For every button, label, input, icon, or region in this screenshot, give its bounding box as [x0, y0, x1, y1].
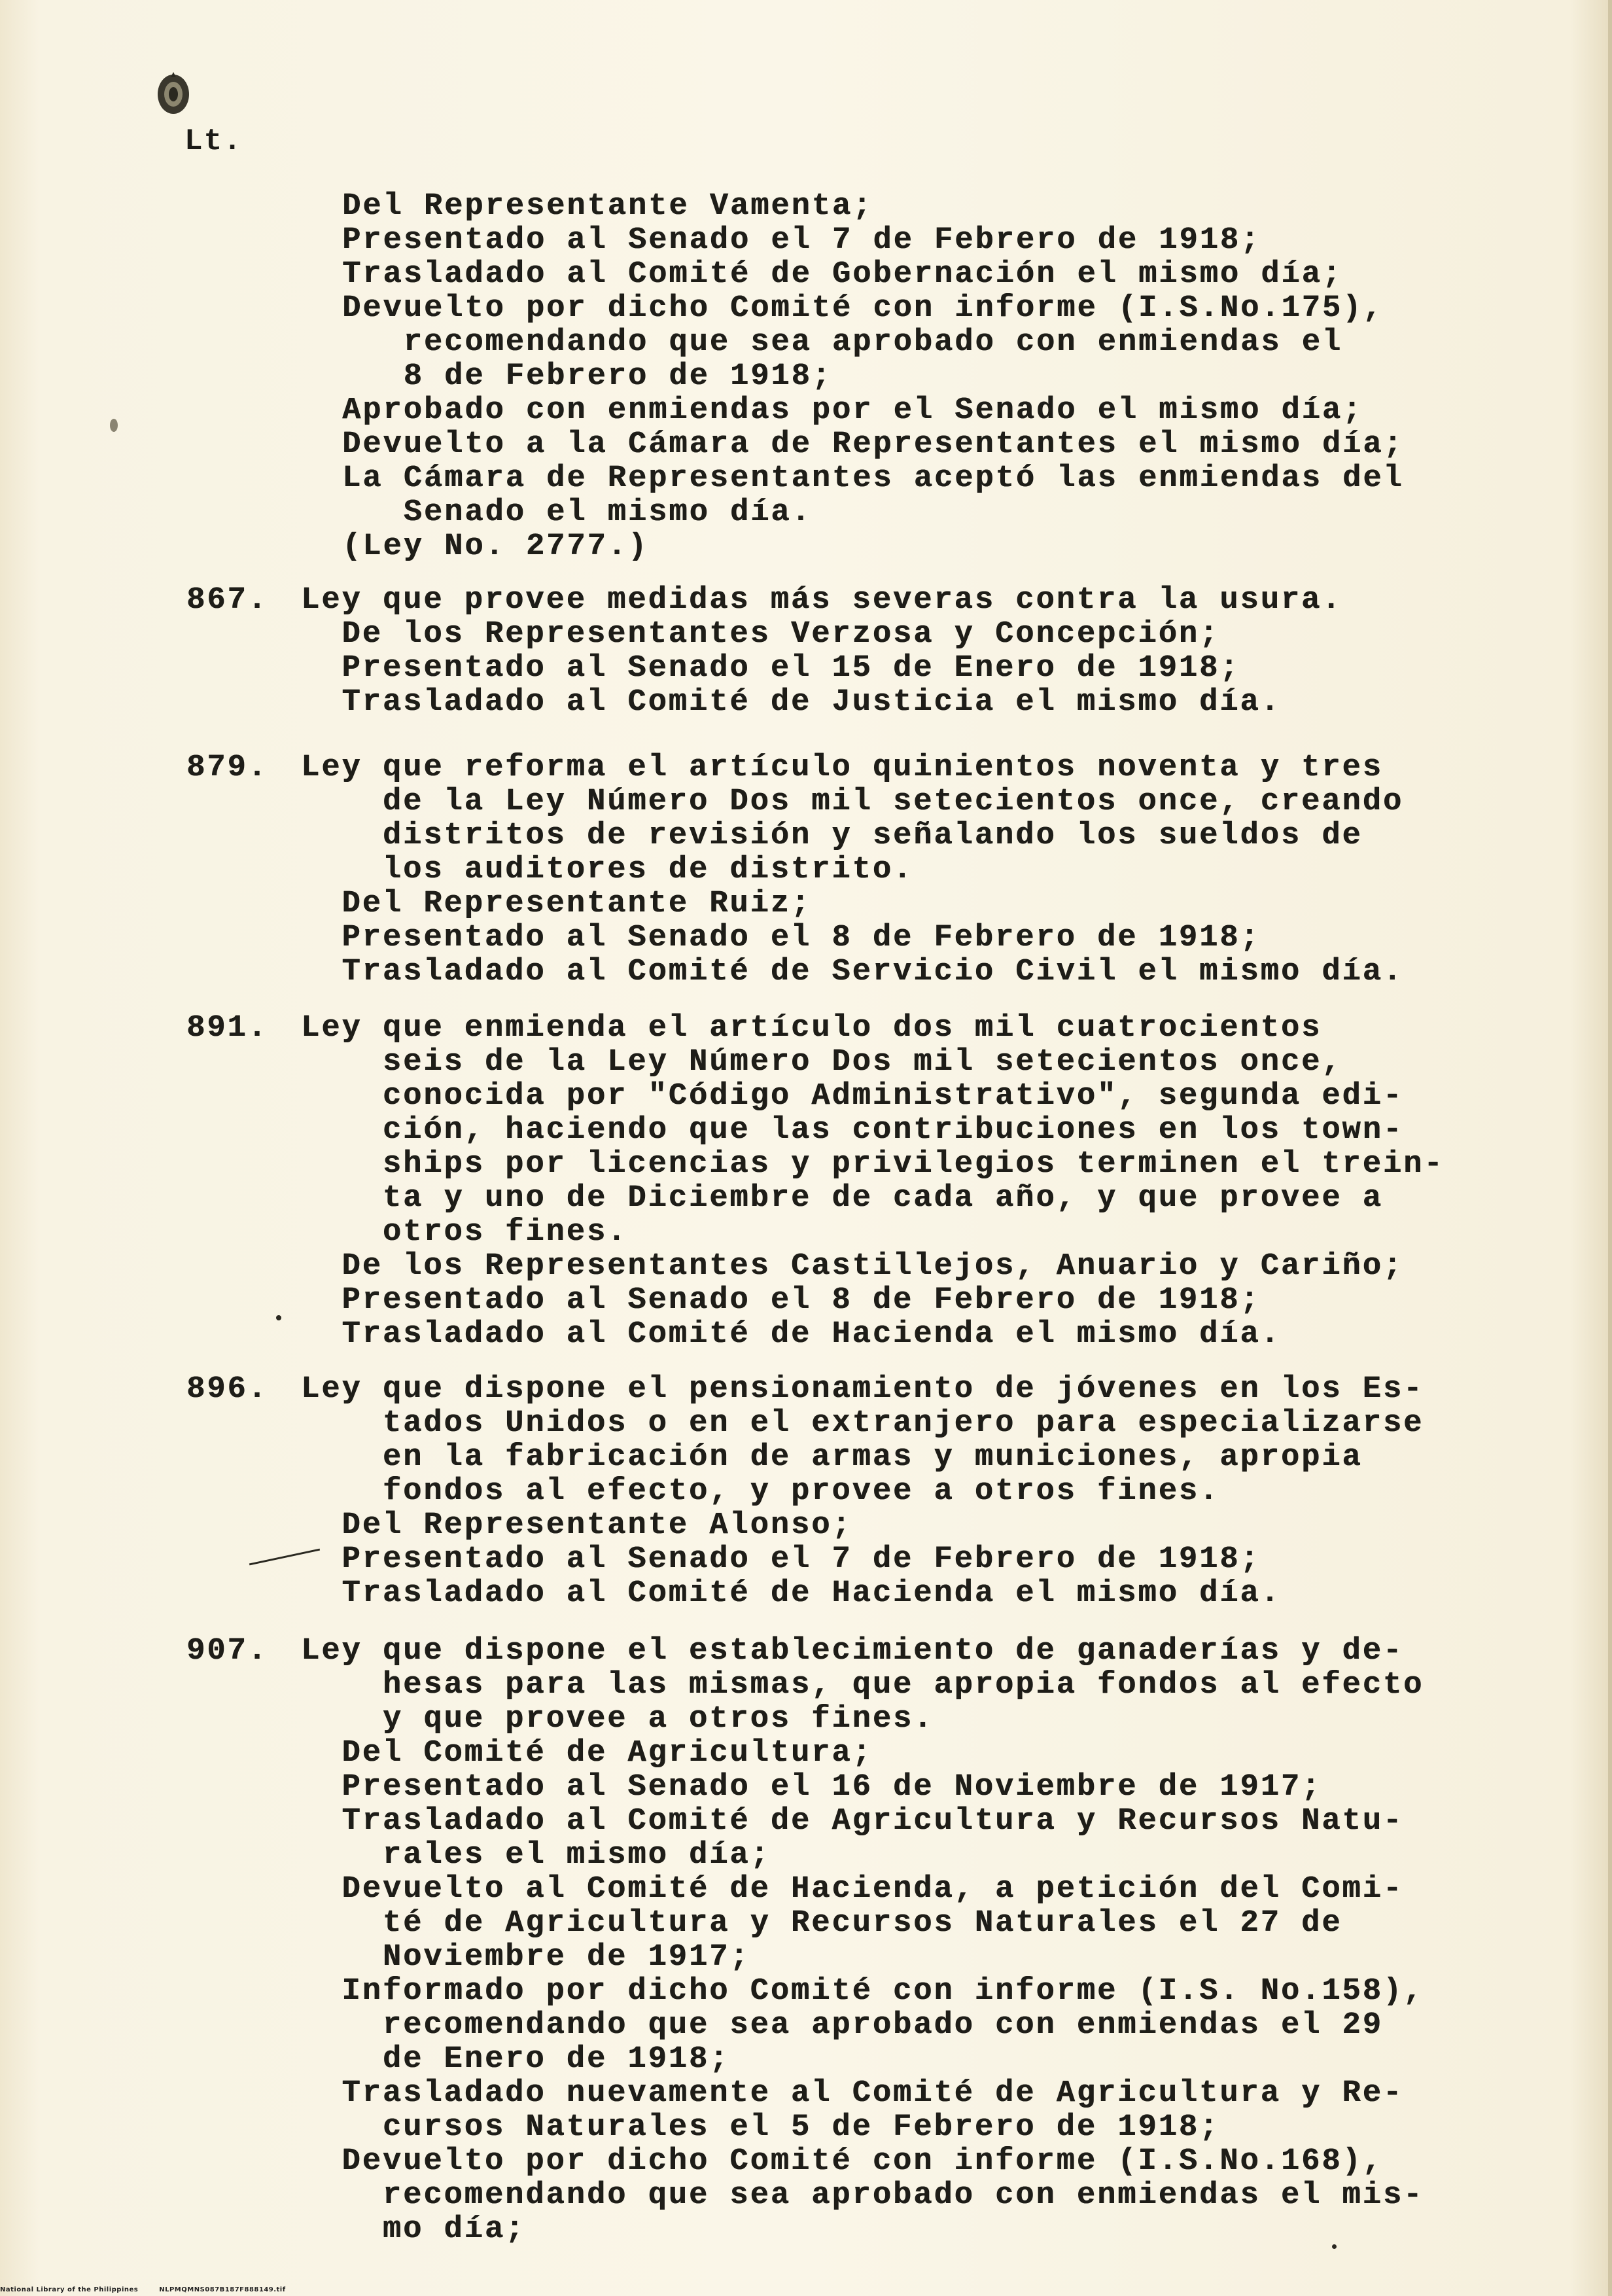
bill-line: conocida por "Código Administrativo", segunda edi-	[301, 1079, 1404, 1114]
bill-line: distritos de revisión y señalando los sueldos de	[301, 819, 1363, 853]
bill-line: Noviembre de 1917;	[301, 1940, 750, 1975]
bill-line: seis de la Ley Número Dos mil setecientos once,	[301, 1045, 1342, 1080]
scan-spot	[110, 419, 118, 432]
bill-line: Trasladado al Comité de Agricultura y Recursos Natu-	[301, 1804, 1404, 1839]
intro-line: Del Representante Vamenta;	[342, 189, 873, 224]
bill-line: Del Comité de Agricultura;	[301, 1736, 873, 1771]
bill-number: 867.	[186, 583, 268, 618]
intro-line: 8 de Febrero de 1918;	[342, 359, 832, 394]
scan-footer	[0, 2286, 304, 2293]
bill-line: Presentado al Senado el 8 de Febrero de 1918;	[301, 921, 1261, 955]
bill-line: en la fabricación de armas y municiones, apropia	[301, 1440, 1363, 1475]
bill-line: rales el mismo día;	[301, 1838, 771, 1873]
page-edge	[1608, 0, 1612, 2296]
scan-spot	[1332, 2244, 1337, 2249]
intro-line: (Ley No. 2777.)	[342, 529, 649, 564]
bill-line: Trasladado al Comité de Hacienda el mismo día.	[301, 1576, 1281, 1611]
bill-line: ta y uno de Diciembre de cada año, y que provee a	[301, 1181, 1383, 1216]
bill-number: 896.	[186, 1372, 268, 1407]
bill-line: Ley que reforma el artículo quinientos noventa y tres	[301, 751, 1383, 785]
bill-line: Del Representante Ruiz;	[301, 887, 812, 921]
bill-line: té de Agricultura y Recursos Naturales el 27 de	[301, 1906, 1342, 1941]
bill-number: 879.	[186, 751, 268, 785]
bill-line: ships por licencias y privilegios terminen el trein-	[301, 1147, 1445, 1182]
bill-line: De los Representantes Verzosa y Concepción;	[301, 617, 1220, 652]
bill-line: Presentado al Senado el 16 de Noviembre de 1917;	[301, 1770, 1322, 1805]
bill-line: Ley que dispone el pensionamiento de jóvenes en los Es-	[301, 1372, 1424, 1407]
bill-line: recomendando que sea aprobado con enmiendas el 29	[301, 2008, 1383, 2043]
bill-line: Devuelto al Comité de Hacienda, a petición del Comi-	[301, 1872, 1404, 1907]
bill-line: hesas para las mismas, que apropia fondos al efecto	[301, 1668, 1424, 1703]
bill-line: mo día;	[301, 2212, 526, 2247]
bill-line: otros fines.	[301, 1215, 628, 1250]
emblem-seal-icon	[154, 69, 192, 118]
intro-line: Senado el mismo día.	[342, 495, 812, 530]
bill-line: Ley que provee medidas más severas contra la usura.	[301, 583, 1342, 618]
bill-line: Trasladado al Comité de Hacienda el mismo día.	[301, 1317, 1281, 1352]
bill-line: ción, haciendo que las contribuciones en los town-	[301, 1113, 1404, 1148]
bill-line: Presentado al Senado el 8 de Febrero de 1918;	[301, 1283, 1261, 1318]
bill-line: Trasladado nuevamente al Comité de Agricultura y Re-	[301, 2076, 1404, 2111]
bill-line: de Enero de 1918;	[301, 2042, 730, 2077]
intro-line: recomendando que sea aprobado con enmiendas el	[342, 325, 1343, 360]
bill-line: Trasladado al Comité de Justicia el mismo día.	[301, 685, 1281, 720]
intro-line: Presentado al Senado el 7 de Febrero de 1918;	[342, 223, 1261, 258]
library-credit: National Library of the Philippines	[0, 2286, 139, 2293]
bill-line: De los Representantes Castillejos, Anuario y Cariño;	[301, 1249, 1404, 1284]
bill-line: tados Unidos o en el extranjero para especializarse	[301, 1406, 1424, 1441]
bill-line: y que provee a otros fines.	[301, 1702, 934, 1737]
bill-line: Del Representante Alonso;	[301, 1508, 852, 1543]
bill-number: 907.	[186, 1634, 268, 1669]
bill-line: Ley que enmienda el artículo dos mil cuatrocientos	[301, 1011, 1322, 1046]
bill-line: cursos Naturales el 5 de Febrero de 1918;	[301, 2110, 1220, 2145]
bill-line: Devuelto por dicho Comité con informe (I.S.No.168),	[301, 2144, 1383, 2179]
intro-line: Devuelto a la Cámara de Representantes el mismo día;	[342, 427, 1404, 462]
intro-line: Trasladado al Comité de Gobernación el mismo día;	[342, 257, 1343, 292]
page-mark: Lt.	[184, 124, 243, 158]
bill-line: Presentado al Senado el 7 de Febrero de 1918;	[301, 1542, 1261, 1577]
scan-spot	[276, 1315, 281, 1320]
bill-line: Ley que dispone el establecimiento de ganaderías y de-	[301, 1634, 1404, 1669]
bill-line: de la Ley Número Dos mil setecientos once, creando	[301, 785, 1404, 819]
bill-line: Trasladado al Comité de Servicio Civil el mismo día.	[301, 955, 1404, 989]
intro-line: Aprobado con enmiendas por el Senado el mismo día;	[342, 393, 1363, 428]
bill-number: 891.	[186, 1011, 268, 1046]
bill-line: Informado por dicho Comité con informe (I.S. No.158),	[301, 1974, 1424, 2009]
bill-line: los auditores de distrito.	[301, 853, 914, 887]
intro-line: Devuelto por dicho Comité con informe (I.S.No.175),	[342, 291, 1384, 326]
bill-line: fondos al efecto, y provee a otros fines.	[301, 1474, 1220, 1509]
bill-line: recomendando que sea aprobado con enmiendas el mis-	[301, 2178, 1424, 2213]
intro-line: La Cámara de Representantes aceptó las enmiendas del	[342, 461, 1404, 496]
bill-line: Presentado al Senado el 15 de Enero de 1918;	[301, 651, 1240, 686]
file-id: NLPMQMNS087B187F888149.tif	[159, 2286, 286, 2293]
